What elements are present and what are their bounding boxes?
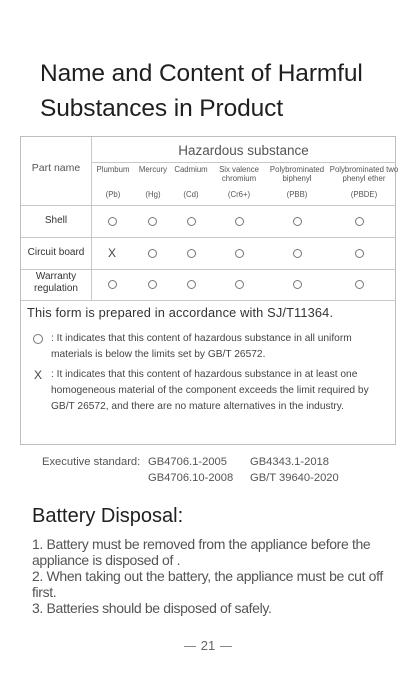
circle-mark-icon (235, 249, 244, 258)
circle-mark-icon (148, 217, 157, 226)
circle-mark-icon (108, 217, 117, 226)
row-label-shell: Shell (44, 215, 68, 226)
substance-abbr: (Cr6+) (227, 190, 251, 199)
form-note: This form is prepared in accordance with SJ/T11364. (27, 305, 334, 320)
circle-mark-icon (235, 280, 244, 289)
title-line-2: Substances in Product (40, 95, 284, 122)
x-mark: X (107, 246, 116, 260)
x-legend-mark: X (33, 368, 42, 382)
row-label-warranty-regulation: Warranty regulation (34, 271, 78, 294)
circle-mark-icon (187, 217, 196, 226)
circle-legend-icon (31, 331, 45, 350)
circle-mark-icon (187, 280, 196, 289)
table-divider (21, 237, 396, 238)
hazardous-substance-header: Hazardous substance (178, 143, 309, 158)
substance-abbr: (PBDE) (350, 190, 378, 199)
executive-standard-label: Executive standard: (42, 456, 141, 468)
hazardous-substance-table (20, 136, 399, 445)
circle-mark-icon (293, 280, 302, 289)
circle-mark-icon (187, 249, 196, 258)
circle-mark-icon (148, 249, 157, 258)
substance-header: Polybrominated two phenyl ether (329, 165, 399, 183)
circle-mark-icon (355, 249, 364, 258)
table-divider (21, 205, 396, 206)
circle-mark-icon (355, 280, 364, 289)
table-divider (21, 269, 396, 270)
battery-disposal-item: 1. Battery must be removed from the appliance before the appliance is disposed of . (32, 536, 371, 568)
circle-mark-icon (235, 217, 244, 226)
circle-mark-icon (293, 249, 302, 258)
substance-header: Mercury (138, 165, 168, 174)
standard-item: GB/T 39640-2020 (250, 472, 339, 484)
part-name-header: Part name (31, 162, 81, 174)
battery-disposal-item: 2. When taking out the battery, the appliance must be cut off first. (32, 568, 383, 600)
legend-x-text: : It indicates that this content of hazardous substance in at least one homogeneous material of the component exceeds the limit required by GB/T 26572, and there are no mature alternatives in the industry. (51, 369, 369, 412)
dash-decoration (184, 646, 196, 647)
page-number-text: 21 (200, 638, 216, 653)
circle-mark-icon (108, 280, 117, 289)
substance-header: Polybrominated biphenyl (269, 165, 325, 183)
circle-mark-icon (293, 217, 302, 226)
circle-mark-icon (148, 280, 157, 289)
table-divider (21, 300, 396, 301)
battery-disposal-heading: Battery Disposal: (32, 505, 184, 527)
substance-abbr: (Hg) (145, 190, 161, 199)
standard-item: GB4706.10-2008 (148, 472, 234, 484)
legend-circle-text: : It indicates that this content of hazardous substance in all uniform materials is below the limits set by GB/T 26572. (51, 333, 352, 360)
legend-x-entry (31, 367, 381, 431)
standard-item: GB4343.1-2018 (250, 456, 329, 468)
battery-disposal-item: 3. Batteries should be disposed of safely. (32, 600, 272, 616)
substance-abbr: (Cd) (183, 190, 199, 199)
table-divider (91, 162, 396, 163)
title-line-1: Name and Content of Harmful (40, 60, 363, 87)
substance-header: Six valence chromium (219, 165, 259, 183)
legend-circle-entry (31, 331, 381, 363)
page-number (0, 638, 416, 653)
row-label-circuit-board: Circuit board (27, 247, 85, 258)
standard-item: GB4706.1-2005 (148, 456, 227, 468)
page-title (40, 56, 400, 126)
dash-decoration (220, 646, 232, 647)
substance-abbr: (Pb) (105, 190, 121, 199)
substance-header: Cadmium (174, 165, 208, 174)
circle-mark-icon (355, 217, 364, 226)
substance-header: Plumbum (96, 165, 130, 174)
substance-abbr: (PBB) (286, 190, 308, 199)
